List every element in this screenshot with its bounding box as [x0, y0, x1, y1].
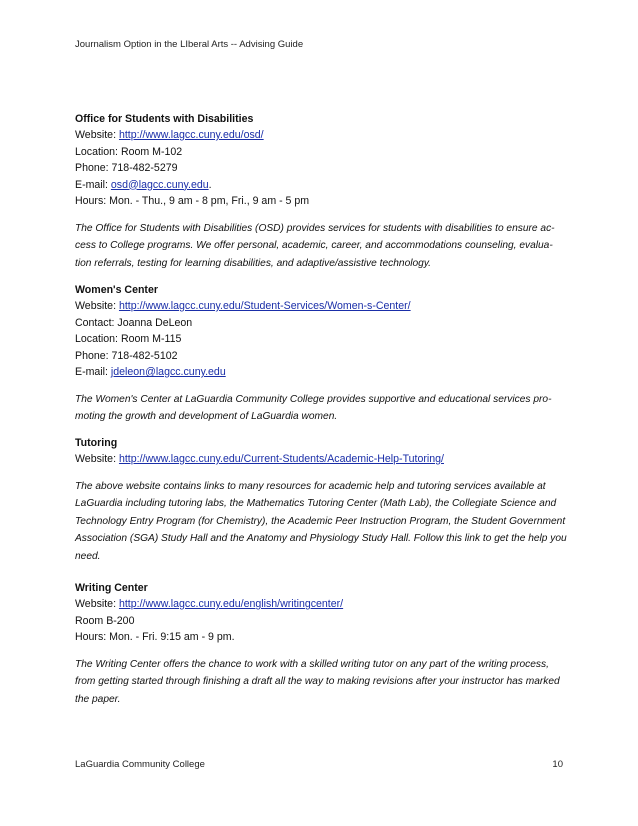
email-label: E-mail: — [75, 178, 111, 191]
description-line: The above website contains links to many resources for academic help and tutoring services available at — [75, 480, 546, 492]
website-link[interactable]: http://www.lagcc.cuny.edu/Student-Services/Women-s-Center/ — [118, 300, 411, 312]
location-line: Location: Room M-102 — [75, 145, 183, 158]
description-line: Technology Entry Program (for Chemistry), the Academic Peer Instruction Program, the Student Government — [75, 515, 566, 527]
hours-line: Hours: Mon. - Thu., 9 am - 8 pm, Fri., 9 am - 5 pm — [75, 195, 310, 207]
section-description — [75, 220, 565, 273]
section-osd — [75, 111, 565, 272]
website-label: Website: — [75, 129, 119, 141]
email-link[interactable]: jdeleon@lagcc.cuny.edu — [110, 366, 226, 378]
section-title: Tutoring — [75, 437, 118, 449]
description-line: tion referrals, testing for learning disabilities, and adaptive/assistive technology. — [75, 257, 431, 269]
section-writing-center — [75, 580, 565, 708]
website-line — [75, 127, 565, 144]
website-label: Website: — [75, 598, 119, 610]
website-link[interactable]: http://www.lagcc.cuny.edu/Current-Students/Academic-Help-Tutoring/ — [118, 453, 444, 465]
description-line: the paper. — [75, 693, 121, 705]
description-line: The Writing Center offers the chance to work with a skilled writing tutor on any part of the writing process, — [75, 658, 549, 670]
description-line: need. — [75, 550, 101, 562]
website-line — [75, 451, 565, 468]
website-label: Website: — [75, 300, 119, 312]
phone-line: Phone: 718-482-5102 — [75, 349, 178, 362]
section-description — [75, 478, 565, 566]
description-line: The Women's Center at LaGuardia Community College provides supportive and educational services pro- — [75, 393, 552, 405]
description-line: cess to College programs. We offer personal, academic, career, and accommodations counseling, evalua- — [75, 240, 553, 251]
page-number: 10 — [552, 759, 563, 770]
description-line: The Office for Students with Disabilities (OSD) provides services for students with disabilities to ensure ac- — [75, 222, 555, 234]
website-link[interactable]: http://www.lagcc.cuny.edu/english/writingcenter/ — [118, 598, 344, 610]
section-tutoring — [75, 435, 565, 565]
email-line — [75, 364, 565, 381]
email-suffix: . — [208, 178, 212, 191]
section-title: Women's Center — [75, 284, 158, 296]
website-line — [75, 298, 565, 315]
location-line: Location: Room M-115 — [75, 333, 182, 345]
email-label: E-mail: — [75, 366, 111, 378]
website-label: Website: — [75, 453, 119, 465]
footer-college-name: LaGuardia Community College — [75, 759, 205, 770]
page-header: Journalism Option in the LIberal Arts -- Advising Guide — [75, 39, 304, 50]
description-line: Association (SGA) Study Hall and the Anatomy and Physiology Study Hall. Follow this link to get the help you — [75, 533, 567, 544]
description-line: from getting started through finishing a draft all the way to making revisions after your instructor has marked — [75, 676, 560, 687]
room-line: Room B-200 — [75, 614, 135, 627]
email-link[interactable]: osd@lagcc.cuny.edu — [110, 178, 209, 191]
website-line — [75, 596, 565, 613]
contact-line: Contact: Joanna DeLeon — [75, 316, 193, 329]
description-line: LaGuardia including tutoring labs, the Mathematics Tutoring Center (Math Lab), the Collegiate Science and — [75, 498, 557, 509]
section-womens-center — [75, 282, 565, 426]
section-title: Writing Center — [75, 582, 148, 594]
section-title: Office for Students with Disabilities — [75, 113, 254, 125]
website-link[interactable]: http://www.lagcc.cuny.edu/osd/ — [118, 129, 264, 141]
description-line: moting the growth and development of LaGuardia women. — [75, 411, 338, 422]
phone-line: Phone: 718-482-5279 — [75, 162, 178, 174]
section-description — [75, 391, 565, 426]
section-description — [75, 656, 565, 709]
hours-line: Hours: Mon. - Fri. 9:15 am - 9 pm. — [75, 631, 235, 643]
email-line — [75, 177, 565, 194]
